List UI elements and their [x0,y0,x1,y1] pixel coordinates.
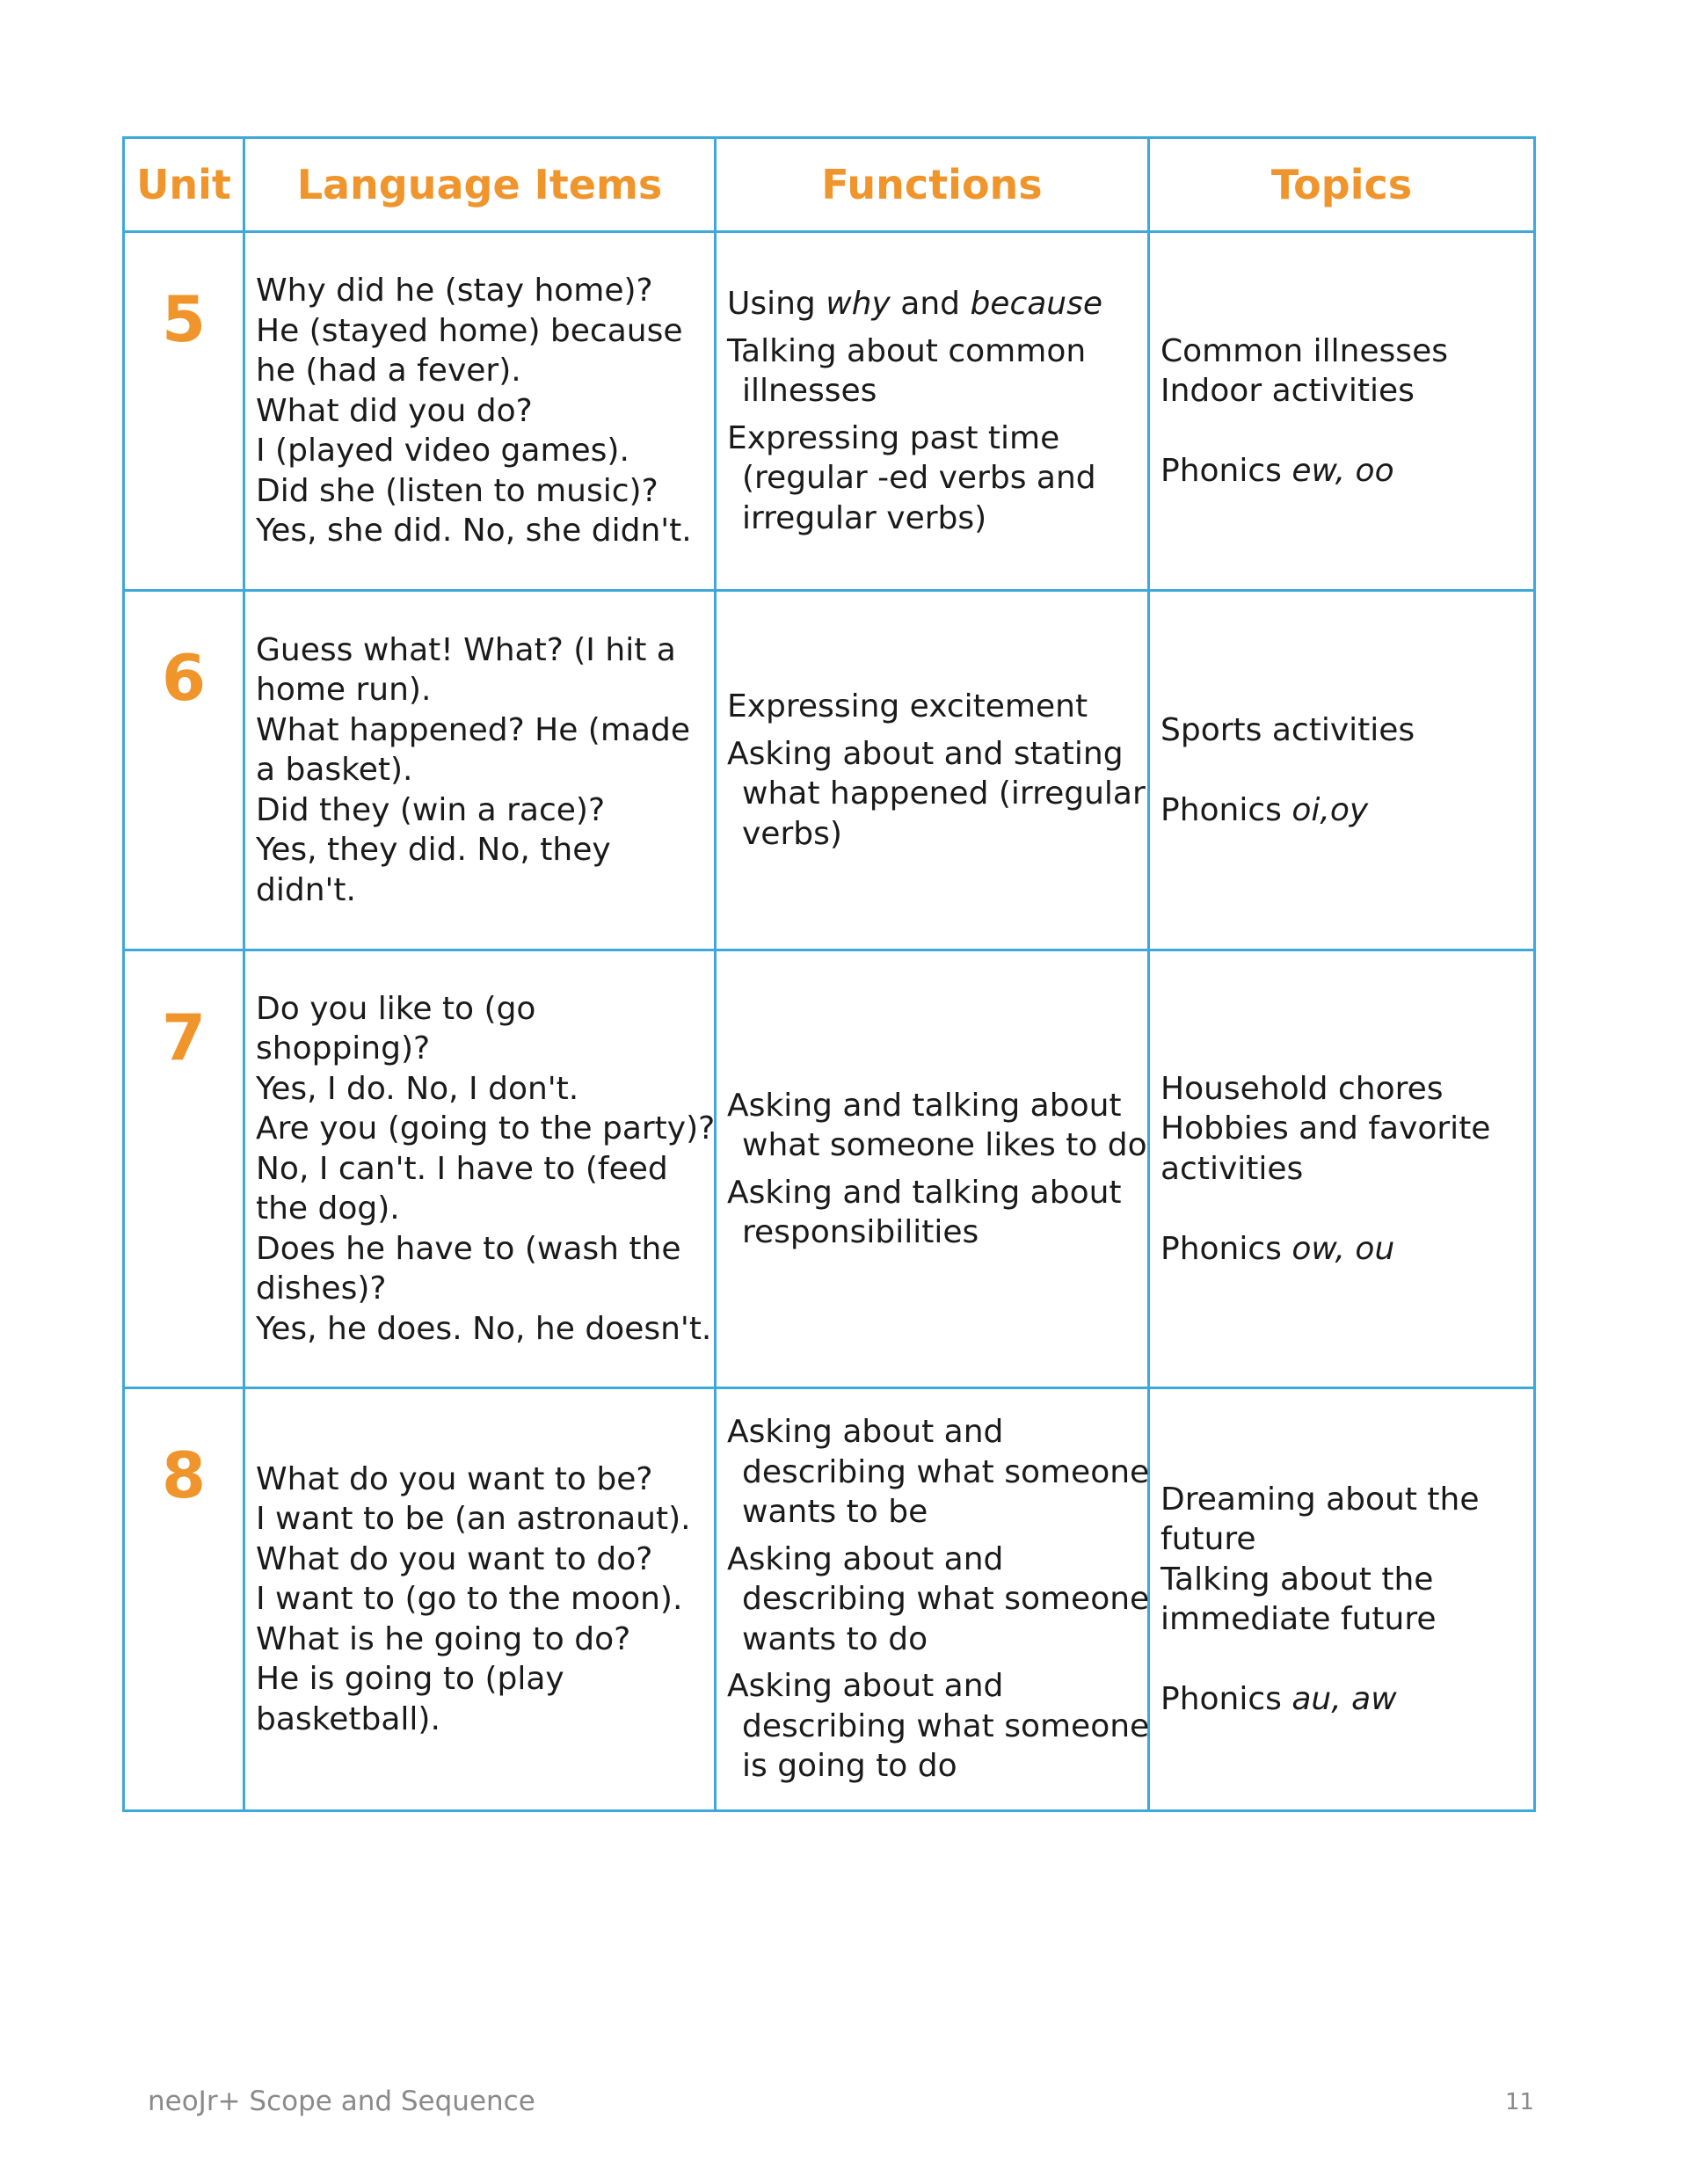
language-line: Yes, they did. No, they [256,832,611,869]
language-line: Yes, she did. No, she didn't. [256,513,692,550]
spacer [1160,1189,1523,1229]
unit-row-6 [124,591,1535,950]
topic-line: future [1160,1521,1256,1557]
function-line: Using why and because [727,286,1103,322]
language-items-cell [244,950,716,1388]
unit-number: 6 [161,641,207,715]
function-line: what someone likes to do [742,1127,1147,1163]
language-line: Did they (win a race)? [256,791,606,828]
language-line: He (stayed home) because [256,312,683,349]
scope-sequence-table [122,136,1536,1812]
topic-line: Talking about the [1160,1561,1434,1598]
functions-cell [716,950,1149,1388]
function-line: Asking and talking about [727,1174,1122,1211]
language-line: Yes, he does. No, he doesn't. [256,1310,712,1347]
language-line: What happened? He (made [256,711,690,748]
unit-cell [124,1388,244,1811]
functions-cell [716,1388,1149,1811]
function-line: Asking about and [727,1414,1004,1451]
function-line: Asking about and [727,1540,1004,1577]
topics-cell [1149,232,1535,591]
function-item [727,687,1137,727]
unit-number: 8 [161,1438,207,1512]
language-line: Do you like to (go [256,990,536,1027]
language-line: dishes)? [256,1270,387,1307]
unit-row-8 [124,1388,1535,1811]
language-line: home run). [256,672,432,709]
language-line: Why did he (stay home)? [256,273,653,309]
function-line: illnesses [742,373,877,409]
phonics-value: ow, ou [1291,1230,1395,1267]
footer-title: neoJr+ Scope and Sequence [148,2086,535,2117]
functions-cell [716,232,1149,591]
page-number: 11 [1505,2089,1535,2115]
language-line: What did you do? [256,392,533,429]
function-line: Asking about and [727,1668,1004,1705]
topic-line: immediate future [1160,1601,1437,1637]
function-item [727,1086,1147,1166]
unit-row-5 [124,232,1535,591]
function-item [727,284,1137,324]
function-line: wants to be [742,1494,928,1531]
topics-cell [1149,950,1535,1388]
phonics-line: Phonics oi,oy [1160,791,1369,828]
language-line: I want to be (an astronaut). [256,1501,691,1538]
spacer [1160,750,1523,790]
function-line: irregular verbs) [742,499,987,536]
unit-number: 7 [161,1001,207,1074]
unit-cell [124,950,244,1388]
language-line: What is he going to do? [256,1620,631,1657]
language-line: He is going to (play [256,1661,564,1698]
language-line: Yes, I do. No, I don't. [256,1070,579,1107]
language-items-cell [244,232,716,591]
function-item [727,331,1137,411]
language-line: Did she (listen to music)? [256,472,658,509]
header-language-items: Language Items [244,138,716,232]
function-line: (regular -ed verbs and [742,460,1096,496]
header-topics: Topics [1149,138,1535,232]
topic-line: Sports activities [1160,711,1415,748]
unit-row-7 [124,950,1535,1388]
phonics-line: Phonics au, aw [1160,1681,1397,1717]
function-line: describing what someone [742,1707,1150,1744]
language-line: shopping)? [256,1030,431,1067]
function-item [727,1540,1150,1660]
language-line: Guess what! What? (I hit a [256,631,676,668]
header-functions: Functions [716,138,1149,232]
function-line: Asking about and stating [727,735,1124,772]
topic-line: activities [1160,1150,1304,1187]
header-row [124,138,1535,232]
phonics-value: oi,oy [1291,791,1369,828]
function-item [727,1412,1150,1532]
topic-line: Hobbies and favorite [1160,1110,1491,1147]
function-line: describing what someone [742,1453,1150,1490]
topic-line: Household chores [1160,1070,1444,1107]
function-line: what happened (irregular [742,775,1146,812]
function-line: is going to do [742,1748,957,1785]
language-line: Are you (going to the party)? [256,1110,716,1147]
function-line: Expressing excitement [727,688,1088,724]
language-line: didn't. [256,871,356,908]
spacer [1160,1640,1523,1680]
language-line: a basket). [256,752,413,789]
phonics-value: ew, oo [1291,453,1394,489]
function-line: verbs) [742,815,842,852]
language-line: he (had a fever). [256,353,521,389]
functions-cell [716,591,1149,950]
language-items-cell [244,1388,716,1811]
language-line: I (played video games). [256,433,629,470]
function-item [727,419,1137,539]
function-line: Asking and talking about [727,1087,1122,1124]
function-item [727,1173,1137,1253]
topics-cell [1149,591,1535,950]
phonics-line: Phonics ew, oo [1160,453,1394,489]
function-line: describing what someone [742,1581,1150,1618]
language-items-cell [244,591,716,950]
language-line: Does he have to (wash the [256,1230,681,1267]
topic-line: Common illnesses [1160,332,1448,369]
language-line: What do you want to be? [256,1460,653,1497]
function-line: Expressing past time [727,419,1060,456]
language-line: basketball). [256,1700,440,1737]
language-line: the dog). [256,1190,400,1227]
function-line: Talking about common [727,332,1087,369]
unit-cell [124,232,244,591]
language-line: What do you want to do? [256,1540,653,1577]
unit-cell [124,591,244,950]
topic-line: Dreaming about the [1160,1481,1480,1518]
function-item [727,734,1146,855]
function-item [727,1666,1150,1787]
function-line: wants to do [742,1620,928,1657]
unit-number: 5 [161,282,207,356]
topic-line: Indoor activities [1160,373,1415,409]
spacer [1160,411,1523,452]
header-unit: Unit [124,138,244,232]
phonics-value: au, aw [1291,1681,1397,1717]
language-line: I want to (go to the moon). [256,1581,683,1618]
function-line: responsibilities [742,1214,979,1250]
language-line: No, I can't. I have to (feed [256,1150,668,1187]
phonics-line: Phonics ow, ou [1160,1230,1395,1267]
topics-cell [1149,1388,1535,1811]
